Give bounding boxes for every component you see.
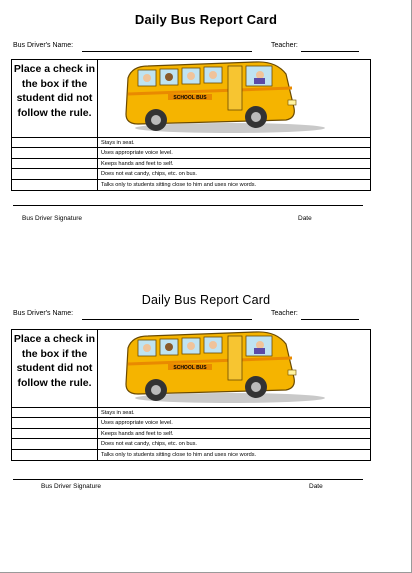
rule-row	[12, 439, 370, 449]
rule-text: Talks only to students sitting close to him and uses nice words.	[101, 451, 257, 458]
header-fields	[13, 40, 373, 54]
rule-row	[12, 148, 370, 158]
rule-text: Stays in seat.	[101, 410, 135, 416]
card-title: Daily Bus Report Card	[134, 12, 278, 27]
check-box[interactable]	[12, 138, 98, 147]
rule-row	[12, 450, 370, 460]
rule-text: Keeps hands and feet to self.	[101, 160, 174, 167]
rule-text: Stays in seat.	[101, 140, 135, 146]
check-box[interactable]	[12, 418, 98, 427]
check-box[interactable]	[12, 439, 98, 448]
check-box[interactable]	[12, 169, 98, 178]
rules-rows	[12, 408, 370, 460]
rules-table	[11, 59, 371, 191]
check-box[interactable]	[12, 180, 98, 190]
rule-row	[12, 408, 370, 418]
rules-rows	[12, 138, 370, 190]
teacher-label: Teacher:	[271, 310, 298, 317]
check-box[interactable]	[12, 159, 98, 168]
rule-row	[12, 180, 370, 190]
driver-name-label: Bus Driver's Name:	[13, 310, 74, 317]
driver-name-field[interactable]	[82, 51, 252, 52]
driver-name-label: Bus Driver's Name:	[13, 42, 74, 49]
rule-row	[12, 159, 370, 169]
school-bus-illustration	[98, 60, 372, 138]
school-bus-image	[98, 60, 370, 138]
teacher-label: Teacher:	[271, 42, 298, 49]
check-box[interactable]	[12, 429, 98, 438]
rule-row	[12, 138, 370, 148]
signature-line[interactable]	[13, 205, 363, 206]
instruction-text: Place a check in the box if the student did not follow the rule.	[12, 330, 98, 408]
date-label: Date	[309, 483, 323, 490]
teacher-field[interactable]	[301, 319, 359, 320]
header-fields	[13, 308, 373, 322]
driver-name-field[interactable]	[82, 319, 252, 320]
school-bus-image	[98, 330, 370, 408]
rule-row	[12, 169, 370, 179]
instruction-text: Place a check in the box if the student did not follow the rule.	[12, 60, 98, 138]
rules-table	[11, 329, 371, 461]
rule-text: Talks only to students sitting close to him and uses nice words.	[101, 181, 257, 188]
signature-label: Bus Driver Signature	[41, 483, 101, 490]
rule-row	[12, 429, 370, 439]
rule-text: Uses appropriate voice level.	[101, 420, 173, 427]
bus-sign: SCHOOL BUS	[173, 365, 207, 371]
teacher-field[interactable]	[301, 51, 359, 52]
check-box[interactable]	[12, 148, 98, 157]
school-bus-illustration	[98, 330, 372, 408]
rule-text: Uses appropriate voice level.	[101, 150, 173, 157]
rule-text: Does not eat candy, chips, etc. on bus.	[101, 441, 197, 448]
bus-sign: SCHOOL BUS	[173, 95, 207, 101]
rule-text: Keeps hands and feet to self.	[101, 430, 174, 437]
signature-label: Bus Driver Signature	[22, 215, 82, 222]
rule-row	[12, 418, 370, 428]
check-box[interactable]	[12, 408, 98, 417]
signature-line[interactable]	[13, 479, 363, 480]
check-box[interactable]	[12, 450, 98, 460]
date-label: Date	[298, 215, 312, 222]
rule-text: Does not eat candy, chips, etc. on bus.	[101, 171, 197, 178]
card-title: Daily Bus Report Card	[141, 293, 271, 307]
